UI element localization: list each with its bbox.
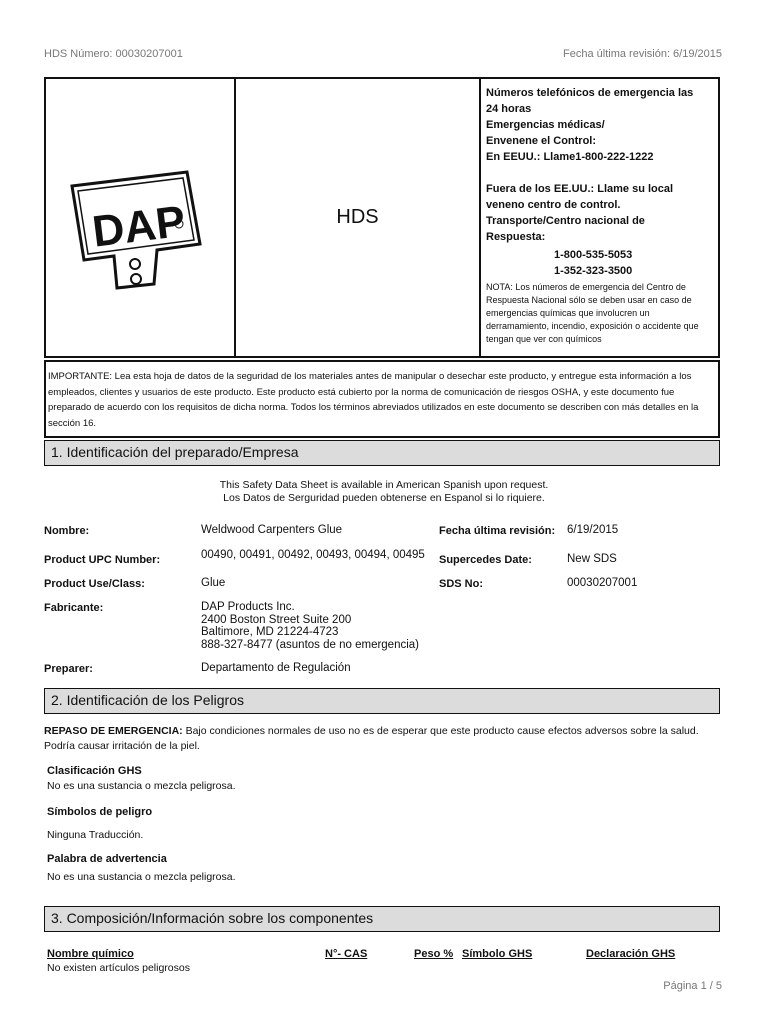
use-label: Product Use/Class: [44, 578, 145, 590]
supercedes-value: New SDS [567, 553, 617, 565]
revision-value: 6/19/2015 [567, 524, 619, 536]
hds-title: HDS [236, 79, 481, 356]
section-3-title: 3. Composición/Información sobre los componentes [51, 910, 374, 926]
col-ghs-symbol: Símbolo GHS [462, 948, 533, 960]
upc-label: Product UPC Number: [44, 554, 161, 566]
col-cas: N°- CAS [325, 948, 368, 960]
section-2-title: 2. Identificación de los Peligros [51, 692, 244, 708]
page-number: Página 1 / 5 [663, 980, 722, 992]
sds-no-label: SDS No: [439, 578, 483, 590]
logo-cell [46, 79, 236, 356]
no-hazardous-items: No existen artículos peligrosos [47, 962, 190, 974]
col-chemical-name: Nombre químico [47, 948, 134, 960]
emergency-line: Números telefónicos de emergencia las [486, 87, 694, 99]
address-line: 888-327-8477 (asuntos de no emergencia) [201, 638, 420, 651]
fabricante-address [201, 601, 419, 651]
preparer-label: Preparer: [44, 663, 93, 675]
overview-text: Bajo condiciones normales de uso no es de esperar que este producto cause efectos adversos sobre la salud. Podría causar irritación de la piel. [44, 725, 699, 752]
signal-word-text: No es una sustancia o mezcla peligrosa. [47, 871, 236, 883]
revision-label: Fecha última revisión: [439, 525, 556, 537]
upc-value: 00490, 00491, 00492, 00493, 00494, 00495 [201, 549, 425, 561]
top-info-box [44, 77, 720, 358]
svg-text:DAP: DAP [89, 196, 188, 257]
emergency-line: Emergencias médicas/ [486, 119, 605, 131]
ghs-classification-text: No es una sustancia o mezcla peligrosa. [47, 780, 236, 792]
nombre-label: Nombre: [44, 525, 90, 537]
emergency-line: En EEUU.: Llame1-800-222-1222 [486, 151, 654, 163]
preparer-value: Departamento de Regulación [201, 662, 351, 674]
address-line: DAP Products Inc. [201, 601, 295, 613]
signal-word-label: Palabra de advertencia [47, 853, 167, 865]
availability-notice [0, 479, 768, 505]
hazard-symbols-label: Símbolos de peligro [47, 806, 153, 818]
sds-number: HDS Número: 00030207001 [44, 48, 183, 60]
emergency-line: Fuera de los EE.UU.: Llame su local [486, 183, 674, 195]
dap-logo-icon [62, 164, 212, 314]
col-weight: Peso % [414, 948, 454, 960]
hazard-symbols-text: Ninguna Traducción. [47, 829, 144, 841]
emergency-info [481, 79, 718, 356]
nombre-value: Weldwood Carpenters Glue [201, 524, 343, 536]
emergency-note: NOTA: Los números de emergencia del Centro de Respuesta Nacional sólo se deben usar en caso de emergencias químicas que involucren un derramamiento, incendio, exposición o accidente que tengan que ver con químicos [486, 282, 699, 344]
emergency-line: Envenene el Control: [486, 135, 597, 147]
emergency-line: 24 horas [486, 103, 532, 115]
emergency-overview [44, 724, 724, 754]
col-ghs-declaration: Declaración GHS [586, 948, 676, 960]
sds-no-value: 00030207001 [567, 577, 638, 589]
emergency-phone: 1-800-535-5053 [554, 249, 633, 261]
use-value: Glue [201, 577, 226, 589]
emergency-line: Transporte/Centro nacional de [486, 215, 645, 227]
availability-line: Los Datos de Serguridad pueden obtenerse en Espanol si lo riquiere. [223, 492, 545, 504]
availability-line: This Safety Data Sheet is available in American Spanish upon request. [219, 479, 549, 491]
emergency-line: veneno centro de control. [486, 199, 621, 211]
important-notice: IMPORTANTE: Lea esta hoja de datos de la seguridad de los materiales antes de manipular o desechar este producto, y entregue esta información a los empleados, clientes y usuarios de este producto. Este producto está cubierto por la norma de comunicación de riesgos OSHA, y este documento fue preparado de acuerdo con los requisitos de dicha norma. Todos los términos abreviados utilizados en este documento se describen con más detalles en la sección 16. [44, 360, 720, 438]
address-line: 2400 Boston Street Suite 200 [201, 613, 352, 626]
section-1-title: 1. Identificación del preparado/Empresa [51, 444, 299, 460]
overview-label: REPASO DE EMERGENCIA: [44, 725, 183, 737]
address-line: Baltimore, MD 21224-4723 [201, 626, 339, 638]
section-2-header [44, 688, 720, 714]
revision-date: Fecha última revisión: 6/19/2015 [563, 48, 722, 60]
fabricante-label: Fabricante: [44, 602, 104, 614]
section-3-header [44, 906, 720, 932]
ghs-classification-label: Clasificación GHS [47, 765, 142, 777]
supercedes-label: Supercedes Date: [439, 554, 532, 566]
emergency-phone: 1-352-323-3500 [554, 265, 633, 277]
section-1-header [44, 440, 720, 466]
emergency-line: Respuesta: [486, 231, 546, 243]
